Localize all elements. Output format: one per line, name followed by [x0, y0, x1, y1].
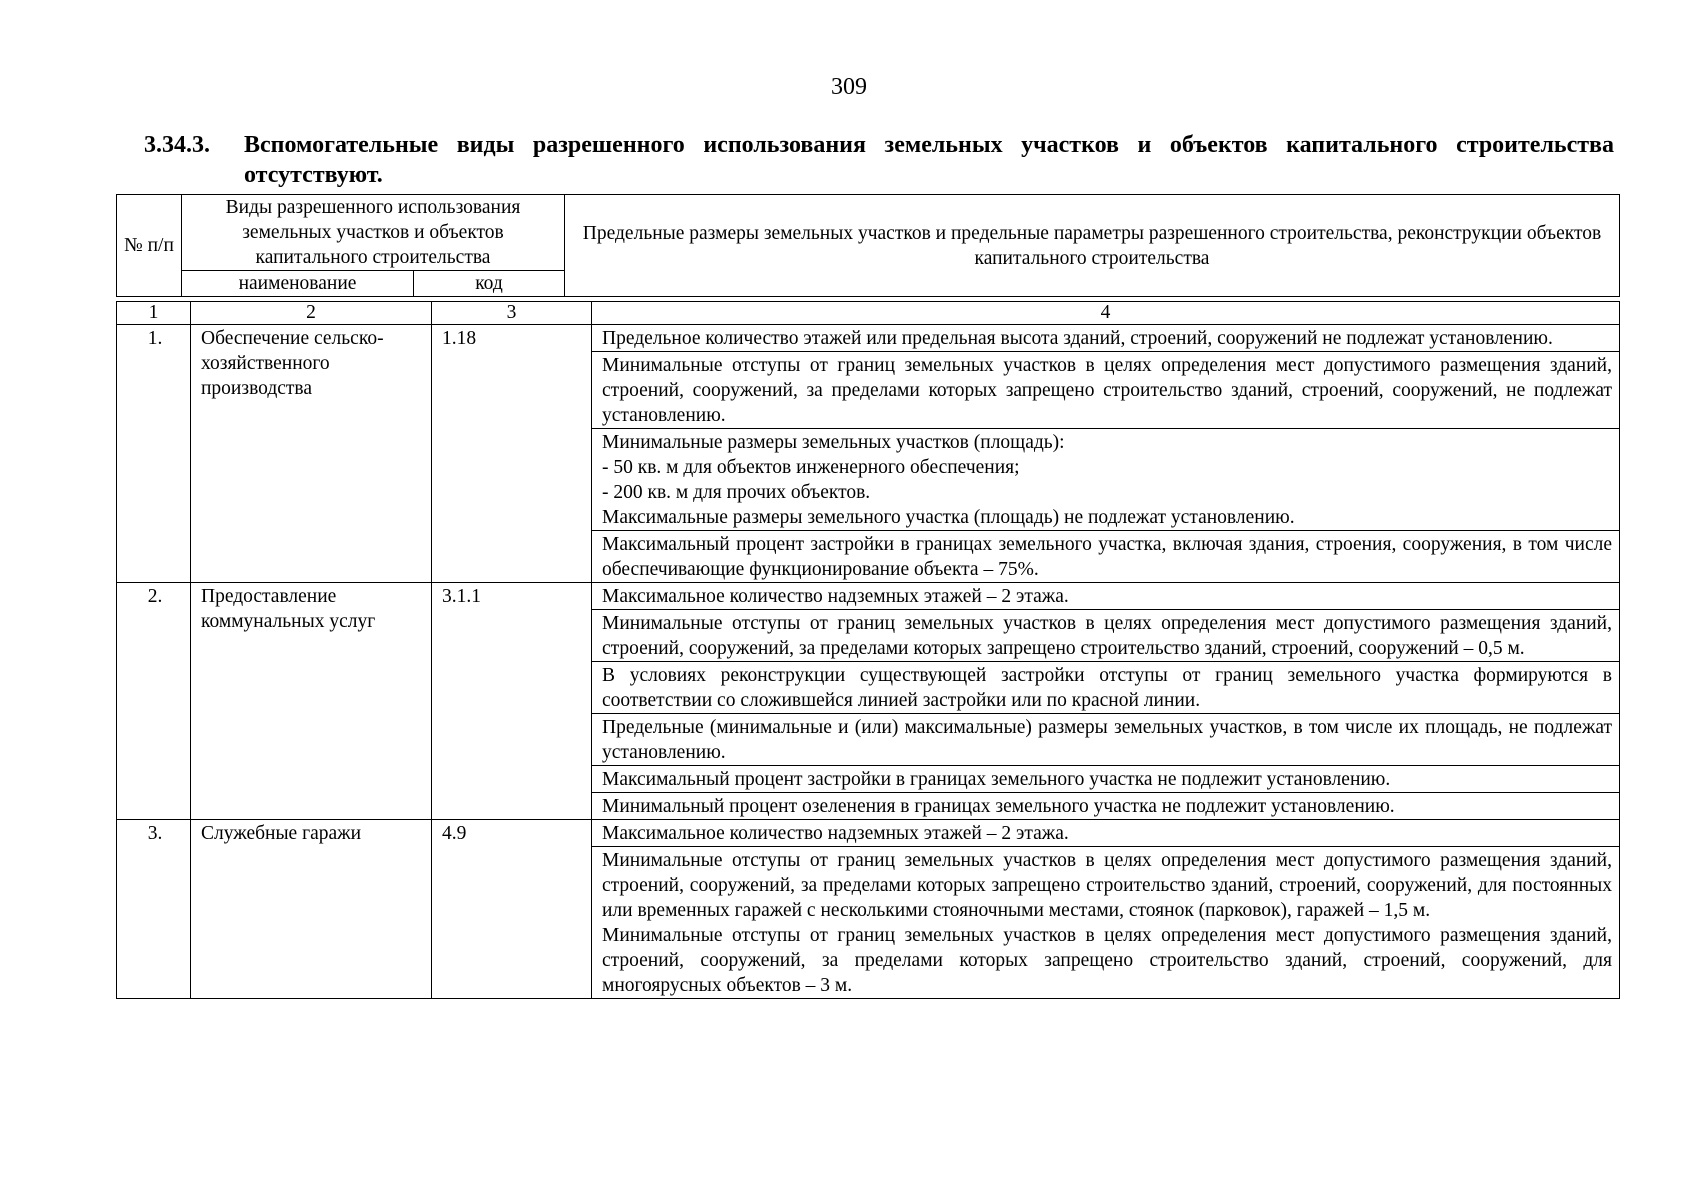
permitted-use-table — [116, 301, 1620, 999]
section-number: 3.34.3. — [144, 132, 210, 158]
col-index: 2 — [191, 302, 432, 325]
header-col-code: код — [414, 271, 565, 297]
row-number: 1. — [117, 325, 191, 583]
header-col-kinds: Виды разрешенного использования земельных участков и объектов капитального строительства — [182, 195, 565, 271]
table-row — [117, 583, 1620, 610]
param-line: - 200 кв. м для прочих объектов. — [602, 482, 871, 503]
param-line: Минимальные отступы от границ земельных участков в целях определения мест допустимого размещения зданий, строений, сооружений, за пределами которых запрещено строительство зданий, строений, сооружений, для многоярусных объектов – 3 м. — [602, 925, 1612, 996]
row-number: 2. — [117, 583, 191, 820]
use-name: Служебные гаражи — [191, 820, 432, 999]
param-cell — [592, 429, 1620, 531]
param-line: Минимальные размеры земельных участков (площадь): — [602, 432, 1065, 453]
table-row — [117, 325, 1620, 352]
col-index: 4 — [592, 302, 1620, 325]
param-cell: Предельные (минимальные и (или) максимальные) размеры земельных участков, в том числе их площадь, не подлежат установлению. — [592, 714, 1620, 766]
header-col-no: № п/п — [117, 195, 182, 297]
section-heading — [144, 130, 1614, 190]
header-col-limits: Предельные размеры земельных участков и предельные параметры разрешенного строительства, реконструкции объектов капитального строительства — [565, 195, 1620, 297]
param-cell: Максимальное количество надземных этажей – 2 этажа. — [592, 583, 1620, 610]
param-line: Минимальные отступы от границ земельных участков в целях определения мест допустимого размещения зданий, строений, сооружений, за пределами которых запрещено строительство зданий, строений, сооружений, для постоянных или временных гаражей с несколькими стояночными местами, стоянок (парковок), гаражей – 1,5 м. — [602, 850, 1612, 921]
param-cell: Максимальный процент застройки в границах земельного участка не подлежит установлению. — [592, 766, 1620, 793]
param-cell: Максимальное количество надземных этажей – 2 этажа. — [592, 820, 1620, 847]
param-cell: Предельное количество этажей или предельная высота зданий, строений, сооружений не подлежат установлению. — [592, 325, 1620, 352]
param-cell: Минимальные отступы от границ земельных участков в целях определения мест допустимого размещения зданий, строений, сооружений, за пределами которых запрещено строительство зданий, строений, сооружений, не подлежат установлению. — [592, 352, 1620, 429]
use-name: Предоставление коммунальных услуг — [191, 583, 432, 820]
use-code: 3.1.1 — [432, 583, 592, 820]
param-cell — [592, 847, 1620, 999]
header-col-name: наименование — [182, 271, 414, 297]
param-cell: Максимальный процент застройки в границах земельного участка, включая здания, строения, сооружения, в том числе обеспечивающие функционирование объекта – 75%. — [592, 531, 1620, 583]
section-title: Вспомогательные виды разрешенного использования земельных участков и объектов капитального строительства отсутствуют. — [244, 132, 1614, 188]
row-number: 3. — [117, 820, 191, 999]
use-code: 1.18 — [432, 325, 592, 583]
use-code: 4.9 — [432, 820, 592, 999]
col-index: 1 — [117, 302, 191, 325]
param-cell: Минимальный процент озеленения в границах земельного участка не подлежит установлению. — [592, 793, 1620, 820]
page-number: 309 — [831, 74, 867, 100]
column-index-row — [117, 302, 1620, 325]
table-row — [117, 820, 1620, 847]
param-cell: Минимальные отступы от границ земельных участков в целях определения мест допустимого размещения зданий, строений, сооружений, за пределами которых запрещено строительство зданий, строений, сооружений – 0,5 м. — [592, 610, 1620, 662]
col-index: 3 — [432, 302, 592, 325]
param-line: Максимальные размеры земельного участка (площадь) не подлежат установлению. — [602, 507, 1295, 528]
param-cell: В условиях реконструкции существующей застройки отступы от границ земельного участка формируются в соответствии со сложившейся линией застройки или по красной линии. — [592, 662, 1620, 714]
param-line: - 50 кв. м для объектов инженерного обеспечения; — [602, 457, 1020, 478]
table-header — [116, 194, 1620, 297]
use-name: Обеспечение сельско-хозяйственного производства — [191, 325, 432, 583]
